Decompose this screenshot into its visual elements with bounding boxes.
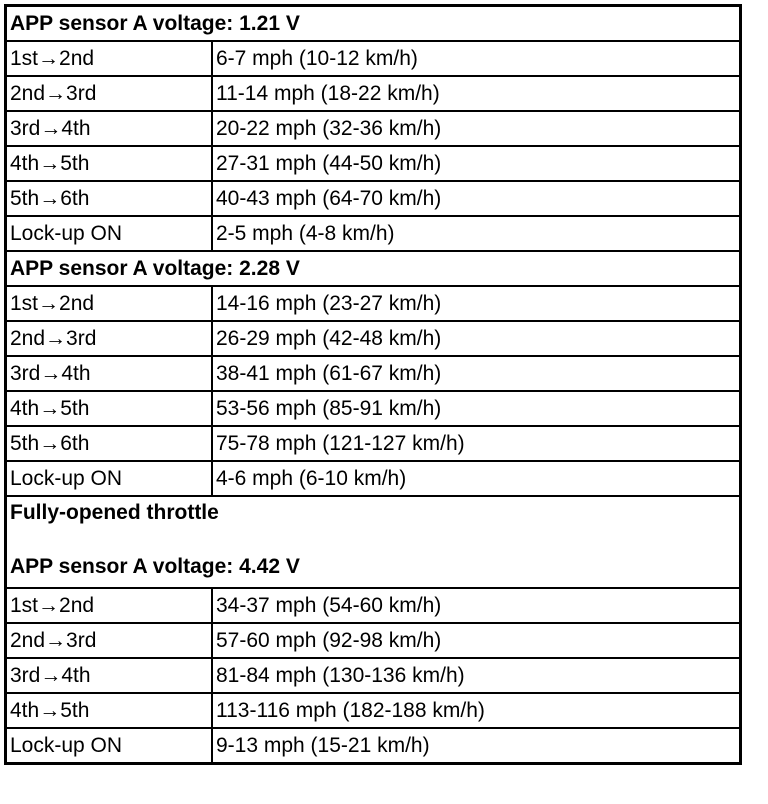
section-heading: APP sensor A voltage: 4.42 V	[10, 555, 300, 578]
table-row	[6, 216, 741, 251]
speed-cell: 75-78 mph (121-127 km/h)	[212, 426, 741, 461]
speed-cell: 4-6 mph (6-10 km/h)	[212, 461, 741, 496]
table-row	[6, 461, 741, 496]
table-row	[6, 181, 741, 216]
shift-cell: 1st→2nd	[6, 588, 213, 623]
speed-cell: 57-60 mph (92-98 km/h)	[212, 623, 741, 658]
table-row	[6, 286, 741, 321]
shift-cell: 1st→2nd	[6, 41, 213, 76]
shift-cell: 2nd→3rd	[6, 76, 213, 111]
speed-cell: 27-31 mph (44-50 km/h)	[212, 146, 741, 181]
table-row	[6, 321, 741, 356]
table-row	[6, 41, 741, 76]
section-heading: APP sensor A voltage: 1.21 V	[6, 6, 741, 42]
speed-cell: 113-116 mph (182-188 km/h)	[212, 693, 741, 728]
speed-cell: 38-41 mph (61-67 km/h)	[212, 356, 741, 391]
shift-cell: Lock-up ON	[6, 461, 213, 496]
speed-cell: 53-56 mph (85-91 km/h)	[212, 391, 741, 426]
speed-cell: 9-13 mph (15-21 km/h)	[212, 728, 741, 764]
speed-cell: 40-43 mph (64-70 km/h)	[212, 181, 741, 216]
shift-cell: 4th→5th	[6, 391, 213, 426]
table-row	[6, 728, 741, 764]
speed-cell: 11-14 mph (18-22 km/h)	[212, 76, 741, 111]
speed-cell: 26-29 mph (42-48 km/h)	[212, 321, 741, 356]
shift-cell: 5th→6th	[6, 426, 213, 461]
shift-cell: Lock-up ON	[6, 728, 213, 764]
table-row	[6, 588, 741, 623]
table-row	[6, 693, 741, 728]
speed-cell: 34-37 mph (54-60 km/h)	[212, 588, 741, 623]
shift-speed-table	[4, 4, 742, 765]
section-heading: APP sensor A voltage: 2.28 V	[6, 251, 741, 286]
shift-cell: 1st→2nd	[6, 286, 213, 321]
speed-cell: 14-16 mph (23-27 km/h)	[212, 286, 741, 321]
speed-cell: 2-5 mph (4-8 km/h)	[212, 216, 741, 251]
shift-cell: 2nd→3rd	[6, 623, 213, 658]
shift-cell: 4th→5th	[6, 693, 213, 728]
section-header-row	[6, 251, 741, 286]
table-row	[6, 111, 741, 146]
section-subheading: Fully-opened throttle	[10, 501, 219, 524]
table-row	[6, 426, 741, 461]
table-row	[6, 356, 741, 391]
table-row	[6, 658, 741, 693]
speed-cell: 6-7 mph (10-12 km/h)	[212, 41, 741, 76]
shift-cell: 5th→6th	[6, 181, 213, 216]
shift-cell: 4th→5th	[6, 146, 213, 181]
section-header-row	[6, 6, 741, 42]
table-row	[6, 76, 741, 111]
table-row	[6, 623, 741, 658]
speed-cell: 81-84 mph (130-136 km/h)	[212, 658, 741, 693]
speed-cell: 20-22 mph (32-36 km/h)	[212, 111, 741, 146]
shift-cell: Lock-up ON	[6, 216, 213, 251]
table-row	[6, 391, 741, 426]
shift-cell: 3rd→4th	[6, 111, 213, 146]
shift-cell: 2nd→3rd	[6, 321, 213, 356]
shift-cell: 3rd→4th	[6, 658, 213, 693]
shift-cell: 3rd→4th	[6, 356, 213, 391]
table-row	[6, 146, 741, 181]
section-header-row	[6, 496, 741, 588]
section-heading-block	[6, 496, 741, 588]
